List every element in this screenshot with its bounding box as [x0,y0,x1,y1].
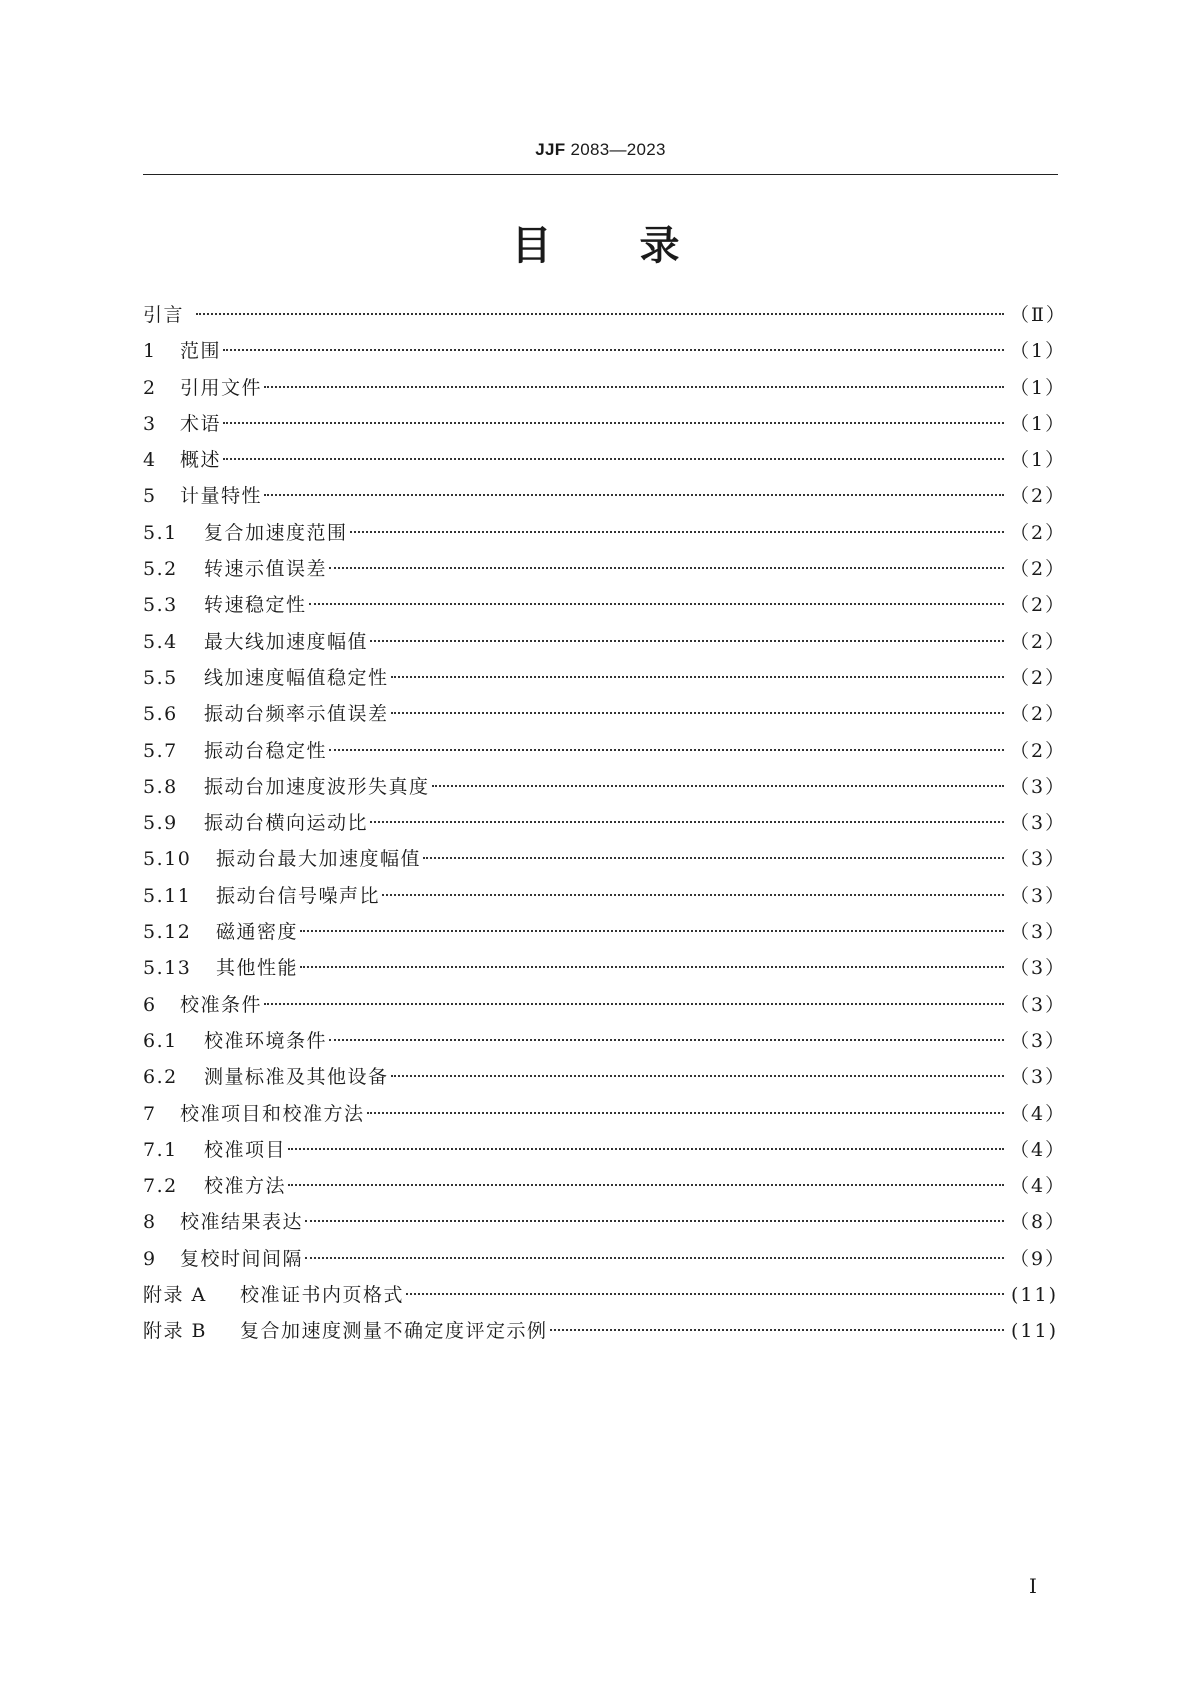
toc-entry-title: 振动台稳定性 [204,739,328,762]
toc-entry[interactable] [143,1099,1067,1135]
toc-entry[interactable] [143,518,1067,554]
toc-entry-page: （1） [1010,376,1067,399]
toc-dot-leader [223,422,1004,424]
toc-entry[interactable] [143,590,1067,626]
toc-entry-page: （9） [1010,1247,1067,1270]
toc-entry-title: 转速稳定性 [204,594,307,617]
toc-entry-page: （2） [1010,558,1067,581]
toc-entry-title: 振动台信号噪声比 [216,884,381,907]
toc-entry[interactable] [143,409,1067,445]
toc-entry-number: 5.11 [143,884,192,907]
toc-dot-leader [370,821,1004,823]
toc-entry-title: 校准条件 [180,993,263,1016]
toc-entry-number: 5.2 [143,558,178,581]
toc-entry[interactable] [143,1135,1067,1171]
toc-entry[interactable] [143,953,1067,989]
toc-dot-leader [305,1220,1004,1222]
standard-code-prefix: JJF [535,140,566,159]
toc-entry[interactable] [143,1171,1067,1207]
toc-entry-title: 线加速度幅值稳定性 [204,666,389,689]
toc-entry-title: 其他性能 [216,957,299,980]
toc-entry[interactable] [143,736,1067,772]
toc-dot-leader [432,785,1004,787]
toc-dot-leader [350,531,1004,533]
toc-entry-title: 引言 [143,304,185,326]
toc-entry-title: 振动台频率示值误差 [204,703,389,726]
toc-entry-title: 复合加速度范围 [204,521,348,544]
page-title: 目录 [511,223,768,269]
toc-entry-page: （3） [1010,1029,1067,1052]
toc-entry-title: 复校时间间隔 [180,1247,304,1270]
toc-entry[interactable] [143,481,1067,517]
toc-entry-number: 6 [143,993,157,1016]
toc-dot-leader [288,1148,1004,1150]
toc-entry-page: （3） [1010,957,1067,980]
toc-entry[interactable] [143,336,1067,372]
toc-entry-page: （3） [1010,812,1067,835]
toc-entry[interactable] [143,1280,1058,1316]
toc-entry-page: （4） [1010,1175,1067,1198]
toc-entry-number: 附录 A [143,1284,207,1307]
toc-entry-page: （8） [1010,1211,1067,1234]
toc-dot-leader [300,930,1004,932]
toc-dot-leader [264,386,1004,388]
toc-entry[interactable] [143,699,1067,735]
toc-entry-number: 5.9 [143,812,178,835]
toc-dot-leader [329,749,1004,751]
toc-entry[interactable] [143,300,1067,336]
toc-entry-title: 计量特性 [180,485,263,508]
toc-entry[interactable] [143,627,1067,663]
toc-entry[interactable] [143,1244,1067,1280]
toc-entry-title: 校准环境条件 [204,1029,328,1052]
toc-dot-leader [370,640,1004,642]
toc-entry-number: 7.1 [143,1138,178,1161]
toc-entry-page: （2） [1010,485,1067,508]
toc-dot-leader [329,567,1004,569]
toc-entry-title: 振动台加速度波形失真度 [204,775,430,798]
toc-dot-leader [382,894,1004,896]
toc-entry-number: 1 [143,340,157,363]
toc-entry-title: 术语 [180,412,222,435]
toc-entry-number: 5.5 [143,666,178,689]
toc-entry-title: 复合加速度测量不确定度评定示例 [240,1320,548,1343]
toc-entry-number: 6.1 [143,1029,178,1052]
toc-entry-title: 转速示值误差 [204,558,328,581]
toc-entry-title: 概述 [180,449,222,472]
toc-entry[interactable] [143,554,1067,590]
table-of-contents [143,300,1067,1353]
toc-entry-page: （Ⅱ） [1010,304,1067,326]
toc-dot-leader [391,1075,1004,1077]
toc-entry[interactable] [143,917,1067,953]
toc-entry-page: （1） [1010,449,1067,472]
toc-dot-leader [367,1112,1004,1114]
toc-entry-title: 校准证书内页格式 [240,1284,405,1307]
toc-entry-number: 5.13 [143,957,192,980]
toc-entry-page: （1） [1010,412,1067,435]
toc-entry-title: 振动台最大加速度幅值 [216,848,422,871]
toc-entry-title: 引用文件 [180,376,263,399]
toc-entry-title: 最大线加速度幅值 [204,630,369,653]
toc-dot-leader [264,1003,1004,1005]
toc-dot-leader [423,857,1004,859]
toc-entry-number: 5.10 [143,848,192,871]
toc-entry-page: （3） [1010,775,1067,798]
toc-entry-title: 校准项目 [204,1138,287,1161]
toc-entry-number: 5.12 [143,921,192,944]
toc-entry-title: 范围 [180,340,222,363]
toc-entry-number: 附录 B [143,1320,208,1343]
toc-entry-number: 3 [143,412,157,435]
standard-code [535,140,666,159]
toc-dot-leader [264,494,1004,496]
toc-dot-leader [550,1329,1004,1331]
toc-entry-number: 5.1 [143,521,178,544]
toc-dot-leader [329,1039,1004,1041]
toc-entry-number: 5.6 [143,703,178,726]
toc-entry[interactable] [143,1316,1058,1352]
page-number: I [1029,1574,1037,1598]
toc-entry-page: （3） [1010,884,1067,907]
toc-entry[interactable] [143,445,1067,481]
toc-entry-title: 磁通密度 [216,921,299,944]
toc-entry-title: 校准结果表达 [180,1211,304,1234]
toc-dot-leader [391,676,1004,678]
toc-entry[interactable] [143,881,1067,917]
toc-entry[interactable] [143,808,1067,844]
toc-entry-number: 5 [143,485,157,508]
toc-entry-number: 6.2 [143,1066,178,1089]
toc-dot-leader [288,1184,1004,1186]
toc-entry[interactable] [143,1026,1067,1062]
toc-entry[interactable] [143,844,1067,880]
toc-entry-number: 5.8 [143,775,178,798]
toc-entry-title: 校准方法 [204,1175,287,1198]
toc-entry[interactable] [143,990,1067,1026]
toc-entry[interactable] [143,373,1067,409]
toc-entry-number: 7 [143,1102,157,1125]
toc-entry-title: 测量标准及其他设备 [204,1066,389,1089]
toc-entry-page: （4） [1010,1102,1067,1125]
toc-entry-number: 4 [143,449,157,472]
toc-dot-leader [223,349,1004,351]
toc-entry-number: 9 [143,1247,157,1270]
toc-entry[interactable] [143,1062,1067,1098]
toc-entry-page: （3） [1010,921,1067,944]
toc-entry[interactable] [143,1207,1067,1243]
toc-dot-leader [300,966,1004,968]
toc-entry-page: (11) [1010,1320,1058,1343]
toc-entry-page: （2） [1010,630,1067,653]
standard-code-number: 2083—2023 [570,140,666,159]
toc-entry-page: (11) [1010,1284,1058,1307]
toc-entry-page: （2） [1010,739,1067,762]
toc-entry-title: 校准项目和校准方法 [180,1102,365,1125]
toc-entry-page: （4） [1010,1138,1067,1161]
toc-entry-page: （2） [1010,594,1067,617]
toc-entry[interactable] [143,663,1067,699]
toc-entry-number: 5.3 [143,594,178,617]
toc-dot-leader [305,1257,1004,1259]
toc-entry-page: （3） [1010,848,1067,871]
toc-entry-number: 8 [143,1211,157,1234]
toc-entry-page: （3） [1010,1066,1067,1089]
toc-entry-title: 振动台横向运动比 [204,812,369,835]
toc-entry-number: 7.2 [143,1175,178,1198]
toc-entry-page: （2） [1010,521,1067,544]
toc-entry-number: 5.7 [143,739,178,762]
toc-entry-page: （1） [1010,340,1067,363]
toc-dot-leader [223,458,1004,460]
toc-dot-leader [196,313,1004,315]
toc-entry-page: （2） [1010,666,1067,689]
toc-entry-number: 5.4 [143,630,178,653]
toc-entry-page: （2） [1010,703,1067,726]
running-header [143,140,1058,175]
toc-dot-leader [391,712,1004,714]
toc-dot-leader [309,603,1004,605]
toc-entry-page: （3） [1010,993,1067,1016]
toc-entry[interactable] [143,772,1067,808]
toc-entry-number: 2 [143,376,157,399]
toc-dot-leader [406,1293,1004,1295]
